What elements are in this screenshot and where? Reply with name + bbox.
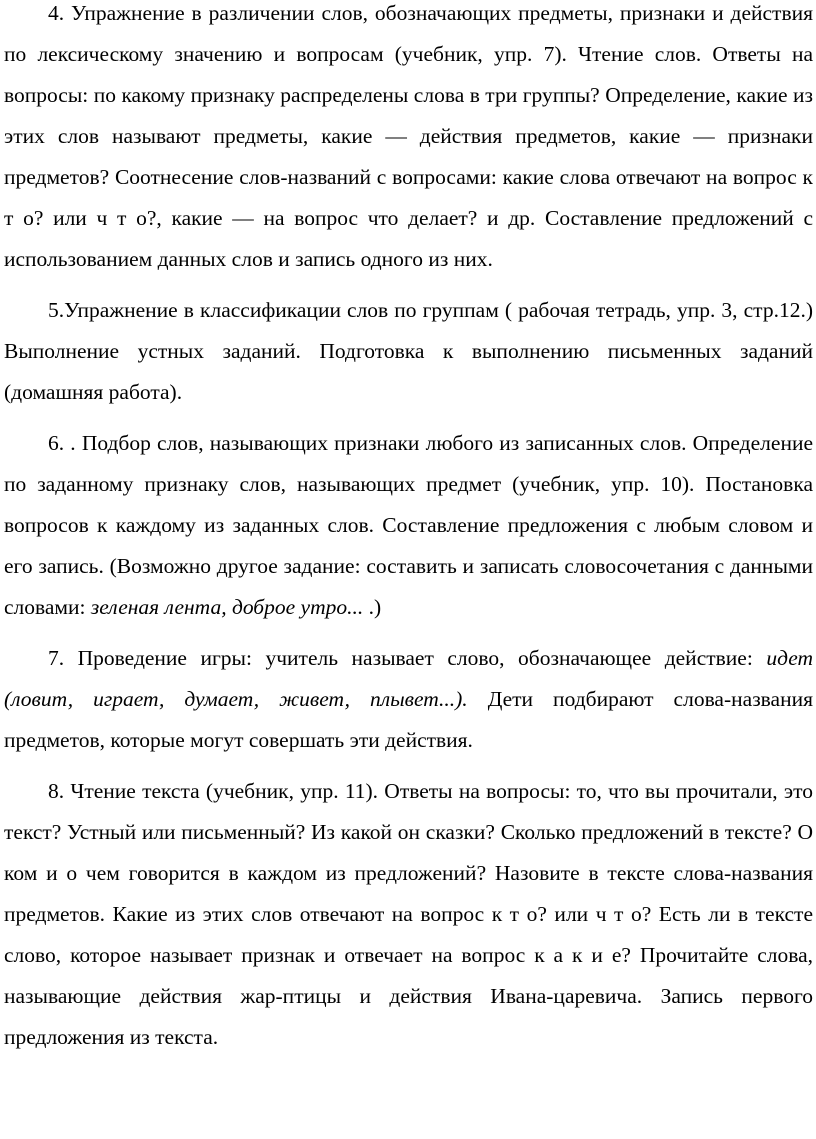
paragraph-8 xyxy=(4,771,813,1058)
paragraph-6 xyxy=(4,423,813,628)
paragraph-5 xyxy=(4,290,813,413)
paragraph-7-text-b: Дети подбирают слова-названия предметов, которые могут совершать эти действия. xyxy=(4,687,813,752)
paragraph-7 xyxy=(4,638,813,761)
paragraph-7-text-a: 7. Проведение игры: учитель называет слово, обозначающее действие: xyxy=(48,646,767,670)
paragraph-5-text: 5.Упражнение в классификации слов по группам ( рабочая тетрадь, упр. 3, стр.12.) Выполнение устных заданий. Подготовка к выполнению письменных заданий (домашняя работа). xyxy=(4,298,813,404)
paragraph-6-text-a: 6. . Подбор слов, называющих признаки любого из записанных слов. Определение по заданному признаку слов, называющих предмет (учебник, упр. 10). Постановка вопросов к каждому из заданных слов. Составление предложения с любым словом и его запись. (Возможно другое задание: составить и записать словосочетания с данными словами: xyxy=(4,431,813,619)
paragraph-6-text-b: .) xyxy=(363,595,382,619)
paragraph-7-italic-verbs: идет (ловит, играет, думает, живет, плывет...). xyxy=(4,646,813,711)
paragraph-4 xyxy=(4,0,813,280)
paragraph-8-text: 8. Чтение текста (учебник, упр. 11). Ответы на вопросы: то, что вы прочитали, это текст? Устный или письменный? Из какой он сказки? Сколько предложений в тексте? О ком и о чем говорится в каждом из предложений? Назовите в тексте слова-названия предметов. Какие из этих слов отвечают на вопрос к т о? или ч т о? Есть ли в тексте слово, которое называет признак и отвечает на вопрос к а к и е? Прочитайте слова, называющие действия жар-птицы и действия Ивана-царевича. Запись первого предложения из текста. xyxy=(4,779,813,1049)
paragraph-6-italic-examples: зеленая лента, доброе утро... xyxy=(90,595,364,619)
paragraph-4-text: 4. Упражнение в различении слов, обозначающих предметы, признаки и действия по лексическому значению и вопросам (учебник, упр. 7). Чтение слов. Ответы на вопросы: по какому признаку распределены слова в три группы? Определение, какие из этих слов называют предметы, какие — действия предметов, какие — признаки предметов? Соотнесение слов-названий с вопросами: какие слова отвечают на вопрос к т о? или ч т о?, какие — на вопрос что делает? и др. Составление предложений с использованием данных слов и запись одного из них. xyxy=(4,1,813,271)
